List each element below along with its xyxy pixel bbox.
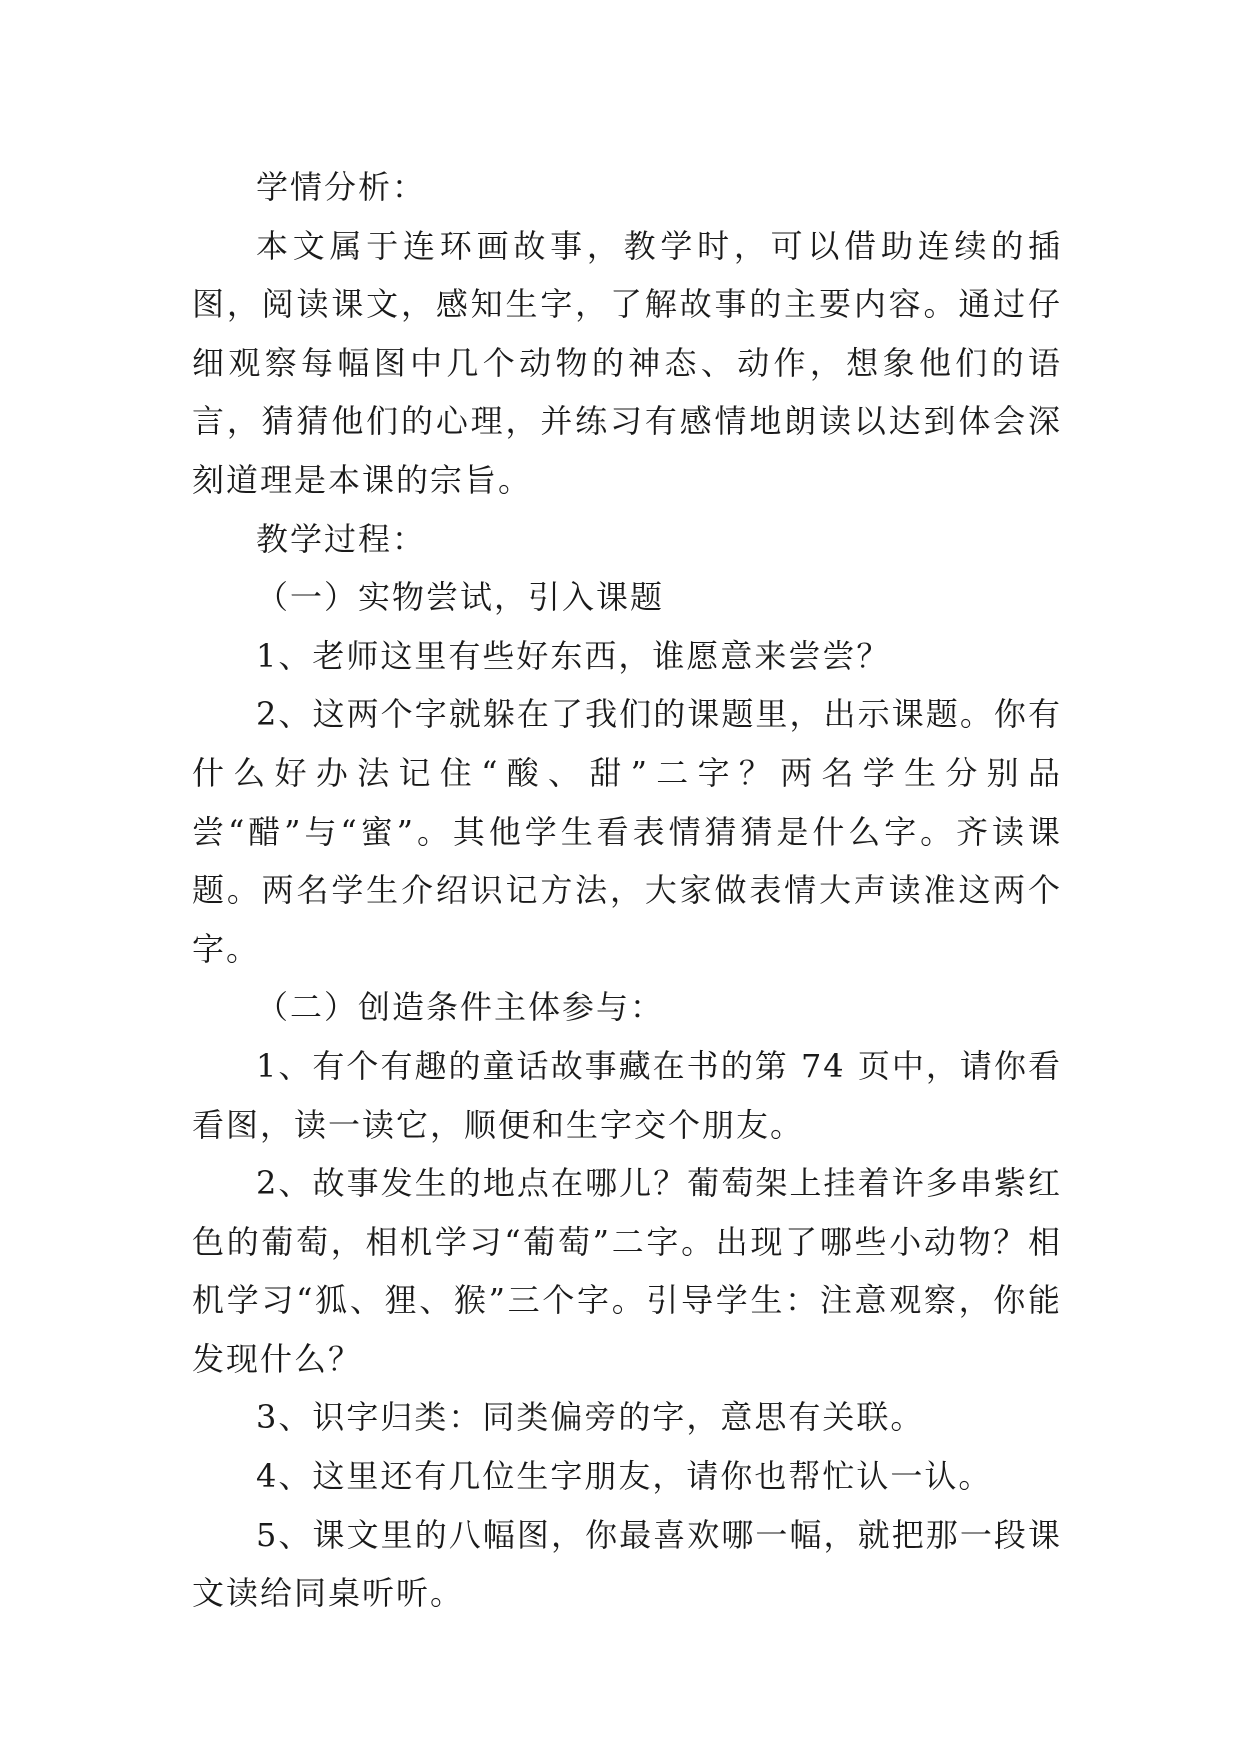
section-heading-1: （一）实物尝试，引入课题	[256, 578, 665, 617]
heading-student-analysis: 学情分析：	[256, 168, 427, 206]
step-2-4: 4、这里还有几位生字朋友，请你也帮忙认一认。	[256, 1457, 993, 1496]
step-2-3: 3、识字归类：同类偏旁的字，意思有关联。	[256, 1398, 925, 1437]
section-heading-2: （二）创造条件主体参与：	[256, 988, 665, 1027]
step-1-2: 2、这两个字就躲在了我们的课题里，出示课题。你有什么好办法记住“酸、甜”二字？两名学生分别品尝“醋”与“蜜”。其他学生看表情猜猜是什么字。齐读课题。两名学生介绍识记方法，大家做表情大声读准这两个字。	[192, 695, 1062, 968]
step-2-2: 2、故事发生的地点在哪儿？葡萄架上挂着许多串紫红色的葡萄，相机学习“葡萄”二字。出现了哪些小动物？相机学习“狐、狸、猴”三个字。引导学生：注意观察，你能发现什么？	[192, 1164, 1062, 1378]
heading-teaching-process: 教学过程：	[256, 519, 427, 558]
step-2-1: 1、有个有趣的童话故事藏在书的第 74 页中，请你看看图，读一读它，顺便和生字交个朋友。	[192, 1046, 1062, 1144]
document-page	[192, 158, 1062, 1623]
paragraph-analysis-body: 本文属于连环画故事，教学时，可以借助连续的插图，阅读课文，感知生字，了解故事的主要内容。通过仔细观察每幅图中几个动物的神态、动作，想象他们的语言，猜猜他们的心理，并练习有感情地朗读以达到体会深刻道理是本课的宗旨。	[192, 226, 1062, 499]
step-2-5: 5、课文里的八幅图，你最喜欢哪一幅，就把那一段课文读给同桌听听。	[192, 1515, 1062, 1613]
step-1-1: 1、老师这里有些好东西，谁愿意来尝尝？	[256, 636, 891, 675]
